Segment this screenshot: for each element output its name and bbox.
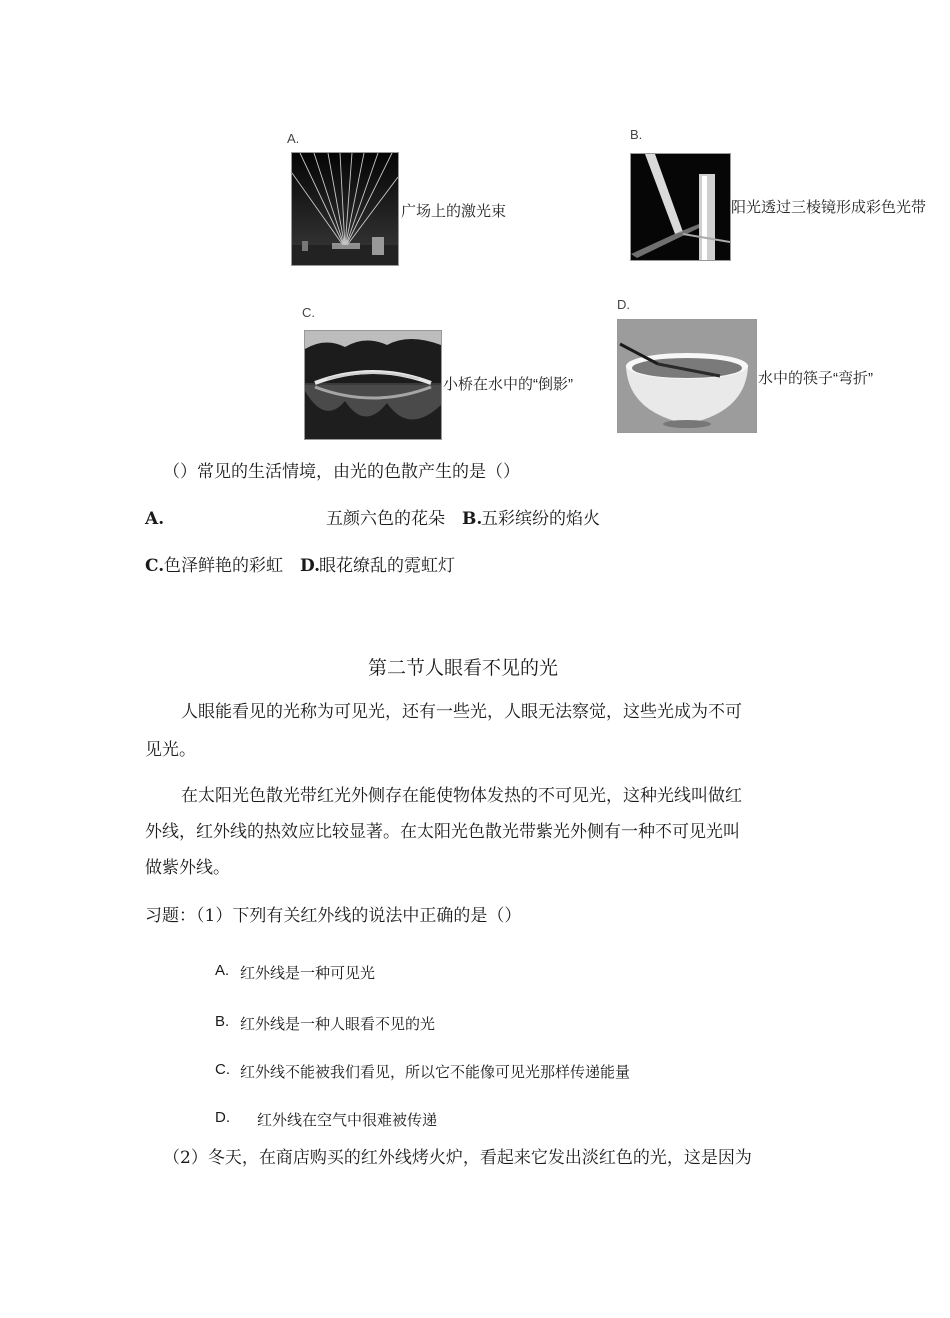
figure-d-label: D. xyxy=(617,297,630,312)
figure-b-caption: 阳光透过三棱镜形成彩色光带 xyxy=(731,199,927,216)
bridge-reflection-photo-icon xyxy=(304,330,442,440)
exercise-option-c-label: C. xyxy=(215,1061,230,1078)
exercise-option-b-text: 红外线是一种人眼看不见的光 xyxy=(240,1016,436,1033)
paragraph-2-line-3: 做紫外线。 xyxy=(145,858,230,878)
paragraph-2-line-2: 外线，红外线的热效应比较显著。在太阳光色散光带紫光外侧有一种不可见光叫 xyxy=(145,822,740,842)
exercise-question-1: 习题：（1）下列有关红外线的说法中正确的是（） xyxy=(145,906,522,926)
option-b-label: B. xyxy=(462,509,483,529)
paragraph-2-line-1: 在太阳光色散光带红光外侧存在能使物体发热的不可见光，这种光线叫做红 xyxy=(181,786,742,806)
figure-a-caption: 广场上的激光束 xyxy=(401,203,507,220)
question-dispersion-stem: （）常见的生活情境，由光的色散产生的是（） xyxy=(163,462,520,482)
exercise-question-2: （2）冬天，在商店购买的红外线烤火炉，看起来它发出淡红色的光，这是因为 xyxy=(163,1148,752,1168)
option-a-label: A. xyxy=(145,509,165,529)
exercise-option-d-label: D. xyxy=(215,1109,230,1126)
paragraph-1-line-2: 见光。 xyxy=(145,740,196,760)
figure-c-caption: 小桥在水中的“倒影” xyxy=(443,376,573,393)
figure-a-label: A. xyxy=(287,131,300,146)
paragraph-1-line-1: 人眼能看见的光称为可见光，还有一些光，人眼无法察觉，这些光成为不可 xyxy=(181,702,742,722)
figure-b-label: B. xyxy=(630,127,643,142)
exercise-option-a-label: A. xyxy=(215,962,230,979)
exercise-option-c-text: 红外线不能被我们看见，所以它不能像可见光那样传递能量 xyxy=(240,1064,631,1081)
option-b-text: 五彩缤纷的焰火 xyxy=(481,509,600,529)
exercise-option-b-label: B. xyxy=(215,1013,230,1030)
figure-c-label: C. xyxy=(302,305,315,320)
option-d-text: 眼花缭乱的霓虹灯 xyxy=(319,556,455,576)
option-a-text: 五颜六色的花朵 xyxy=(326,509,445,529)
laser-beams-photo-icon xyxy=(291,152,399,266)
option-c-text: 色泽鲜艳的彩虹 xyxy=(164,556,283,576)
option-d-label: D. xyxy=(300,556,321,576)
exercise-option-a-text: 红外线是一种可见光 xyxy=(240,965,376,982)
figure-d-caption: 水中的筷子“弯折” xyxy=(758,370,873,387)
option-c-label: C. xyxy=(145,556,165,576)
chopsticks-bowl-photo-icon xyxy=(617,319,757,433)
prism-photo-icon xyxy=(630,153,731,261)
section-title: 第二节人眼看不见的光 xyxy=(368,657,559,679)
exercise-option-d-text: 红外线在空气中很难被传递 xyxy=(257,1112,438,1129)
